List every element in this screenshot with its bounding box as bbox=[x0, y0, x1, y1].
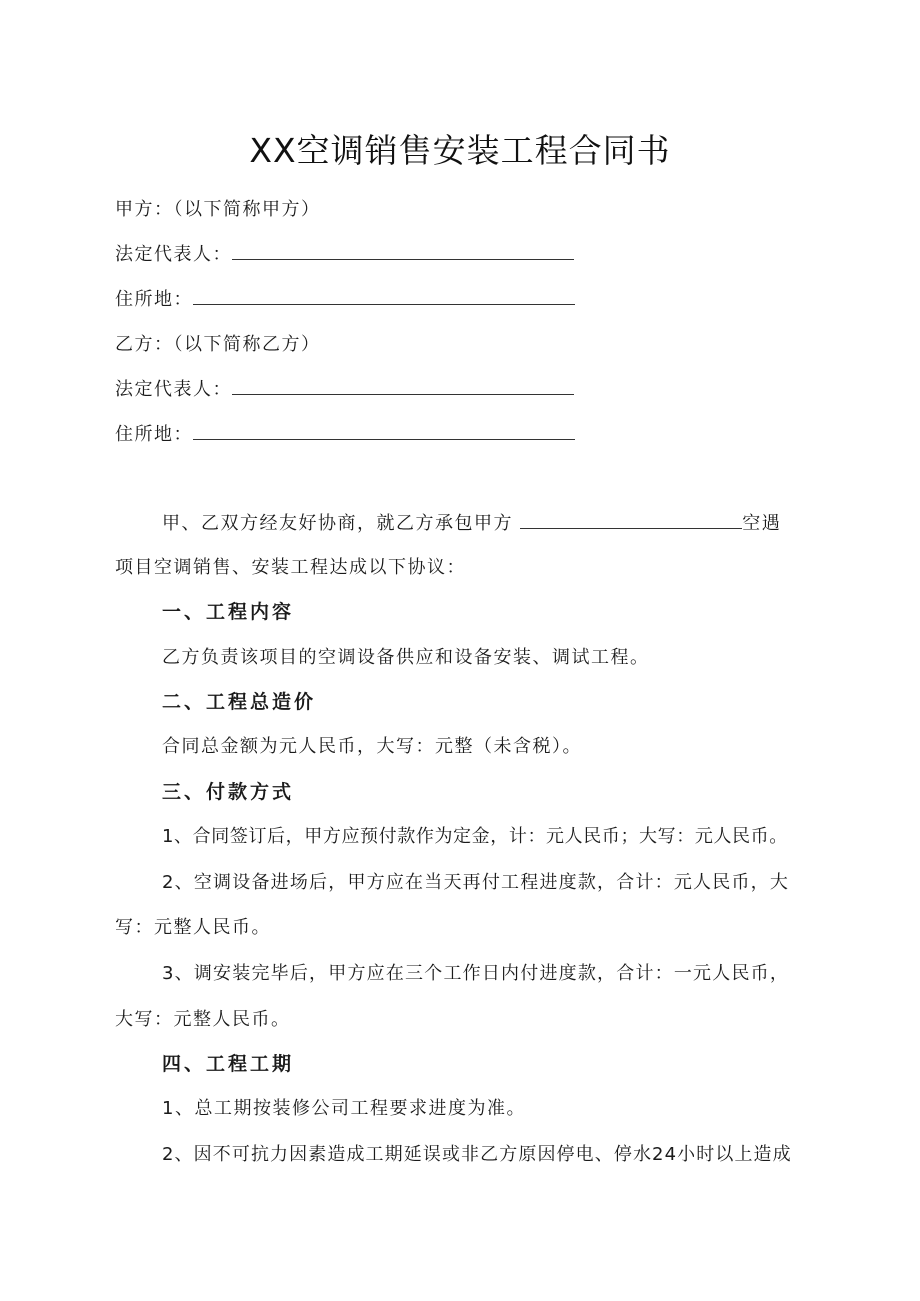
party-b-address-row bbox=[115, 423, 575, 447]
party-a-representative-label: 法定代表人： bbox=[115, 244, 232, 265]
section-4-item-1: 1、总工期按装修公司工程要求进度为准。 bbox=[162, 1098, 526, 1119]
intro-part-1: 甲、乙双方经友好协商，就乙方承包甲方 bbox=[162, 513, 513, 534]
project-name-blank[interactable] bbox=[520, 512, 742, 529]
party-b-representative-row bbox=[115, 378, 574, 402]
party-a-address-row bbox=[115, 288, 575, 312]
party-a-address-label: 住所地： bbox=[115, 289, 193, 310]
party-a-label: 甲方：（以下简称甲方） bbox=[115, 199, 321, 220]
section-3-item-2-line-2: 写：元整人民币。 bbox=[115, 917, 271, 938]
party-a-address-blank[interactable] bbox=[193, 288, 575, 305]
section-1-heading: 一、工程内容 bbox=[162, 601, 295, 623]
section-3-item-3-line-2: 大写：元整人民币。 bbox=[115, 1009, 291, 1030]
section-2-body: 合同总金额为元人民币，大写：元整（未含税）。 bbox=[162, 736, 582, 757]
party-b-representative-label: 法定代表人： bbox=[115, 379, 232, 400]
section-4-heading: 四、工程工期 bbox=[162, 1053, 295, 1075]
intro-line-2: 项目空调销售、安装工程达成以下协议： bbox=[115, 557, 466, 578]
party-b-address-label: 住所地： bbox=[115, 424, 193, 445]
party-b-representative-blank[interactable] bbox=[232, 378, 574, 395]
section-3-heading: 三、付款方式 bbox=[162, 781, 295, 803]
section-3-item-3-line-1: 3、调安装完毕后，甲方应在三个工作日内付进度款，合计：一元人民币， bbox=[162, 963, 790, 984]
section-3-item-2-line-1: 2、空调设备进场后，甲方应在当天再付工程进度款，合计：元人民币，大 bbox=[162, 872, 790, 893]
section-1-body: 乙方负责该项目的空调设备供应和设备安装、调试工程。 bbox=[162, 647, 650, 668]
section-4-item-2: 2、因不可抗力因素造成工期延误或非乙方原因停电、停水24小时以上造成 bbox=[162, 1144, 792, 1165]
section-3-item-1: 1、合同签订后，甲方应预付款作为定金，计：元人民币；大写：元人民币。 bbox=[162, 826, 788, 847]
intro-line-1 bbox=[162, 512, 781, 536]
party-b-label: 乙方：（以下简称乙方） bbox=[115, 334, 321, 355]
intro-part-2: 空遇 bbox=[742, 513, 782, 534]
party-b-address-blank[interactable] bbox=[193, 423, 575, 440]
party-a-representative-row bbox=[115, 243, 574, 267]
document-title: XX空调销售安装工程合同书 bbox=[249, 131, 671, 170]
section-2-heading: 二、工程总造价 bbox=[162, 691, 317, 713]
party-a-representative-blank[interactable] bbox=[232, 243, 574, 260]
